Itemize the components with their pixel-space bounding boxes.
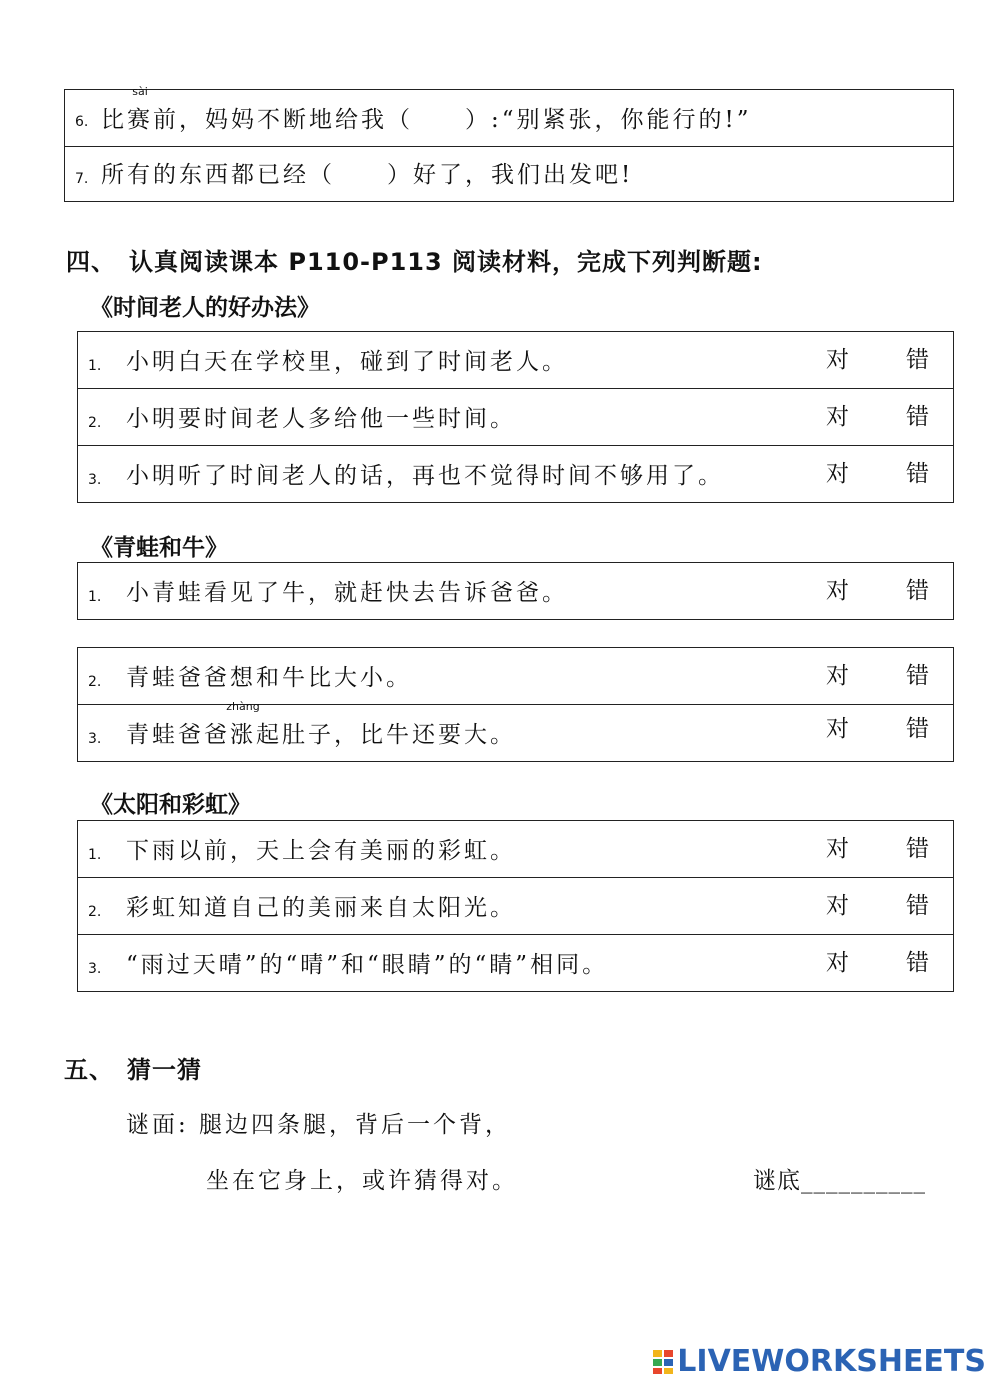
item-text: 小青蛙看见了牛，就赶快去告诉爸爸。 — [126, 580, 568, 606]
true-option[interactable]: 对 — [826, 836, 849, 862]
item-text: 下雨以前，天上会有美丽的彩虹。 — [126, 838, 516, 864]
true-option[interactable]: 对 — [826, 893, 849, 919]
false-option[interactable]: 错 — [906, 836, 929, 862]
item-number: 1. — [88, 358, 102, 374]
true-option[interactable]: 对 — [826, 461, 849, 487]
table-row — [78, 700, 953, 761]
liveworksheets-logo — [652, 1344, 986, 1379]
table-row — [78, 563, 953, 619]
true-option[interactable]: 对 — [826, 404, 849, 430]
item-number: 2. — [88, 415, 102, 431]
fill-blank-table — [64, 85, 954, 202]
pinyin: zhàng — [226, 700, 260, 713]
false-option[interactable]: 错 — [906, 893, 929, 919]
section-heading: 四、 认真阅读课本 P110-P113 阅读材料，完成下列判断题: — [66, 248, 763, 276]
table-row — [65, 147, 953, 201]
table-row — [78, 821, 953, 877]
item-number: 3. — [88, 961, 102, 977]
item-number: 2. — [88, 904, 102, 920]
table-row — [78, 332, 953, 388]
true-option[interactable]: 对 — [826, 663, 849, 689]
table-row — [78, 648, 953, 704]
section-heading: 五、 猜一猜 — [64, 1056, 202, 1084]
judgment-table — [77, 647, 954, 762]
item-text: 彩虹知道自己的美丽来自太阳光。 — [126, 895, 516, 921]
story-title: 《青蛙和牛》 — [90, 535, 228, 561]
pinyin: sài — [132, 85, 148, 98]
item-number: 6. — [75, 114, 89, 130]
true-option[interactable]: 对 — [826, 716, 849, 742]
logo-icon — [652, 1349, 674, 1375]
item-text: 小明听了时间老人的话，再也不觉得时间不够用了。 — [126, 463, 724, 489]
false-option[interactable]: 错 — [906, 404, 929, 430]
true-option[interactable]: 对 — [826, 950, 849, 976]
item-text: 青蛙爸爸想和牛比大小。 — [126, 665, 412, 691]
item-text: 所有的东西都已经（ ）好了，我们出发吧! — [101, 162, 634, 188]
item-number: 2. — [88, 674, 102, 690]
story-title: 《时间老人的好办法》 — [90, 295, 320, 321]
item-number: 7. — [75, 171, 89, 187]
story-title: 《太阳和彩虹》 — [90, 792, 251, 818]
item-number: 1. — [88, 847, 102, 863]
true-option[interactable]: 对 — [826, 578, 849, 604]
table-row — [65, 85, 953, 146]
riddle-line-2: 坐在它身上，或许猜得对。 — [206, 1168, 518, 1194]
table-row — [78, 389, 953, 445]
false-option[interactable]: 错 — [906, 347, 929, 373]
logo-text: LIVEWORKSHEETS — [677, 1344, 986, 1379]
item-text: 小明要时间老人多给他一些时间。 — [126, 406, 516, 432]
false-option[interactable]: 错 — [906, 578, 929, 604]
riddle-answer — [753, 1162, 926, 1195]
answer-blank[interactable]: __________ — [801, 1168, 926, 1194]
judgment-table — [77, 562, 954, 620]
false-option[interactable]: 错 — [906, 663, 929, 689]
item-text: 比 sài 赛前，妈妈不断地给我（ ）:“别紧张，你能行的!” — [101, 85, 752, 133]
table-row — [78, 446, 953, 502]
table-row — [78, 935, 953, 991]
false-option[interactable]: 错 — [906, 716, 929, 742]
answer-label: 谜底 — [753, 1168, 801, 1194]
item-number: 3. — [88, 731, 102, 747]
judgment-table — [77, 331, 954, 503]
false-option[interactable]: 错 — [906, 461, 929, 487]
item-text: “雨过天晴”的“晴”和“眼睛”的“睛”相同。 — [126, 952, 609, 978]
true-option[interactable]: 对 — [826, 347, 849, 373]
item-number: 3. — [88, 472, 102, 488]
judgment-table — [77, 820, 954, 992]
false-option[interactable]: 错 — [906, 950, 929, 976]
item-number: 1. — [88, 589, 102, 605]
riddle-line-1: 谜面: 腿边四条腿，背后一个背， — [126, 1112, 512, 1138]
item-text: 小明白天在学校里，碰到了时间老人。 — [126, 349, 568, 375]
table-row — [78, 878, 953, 934]
item-text: 青蛙爸爸 zhàng 涨起肚子，比牛还要大。 — [126, 700, 516, 748]
